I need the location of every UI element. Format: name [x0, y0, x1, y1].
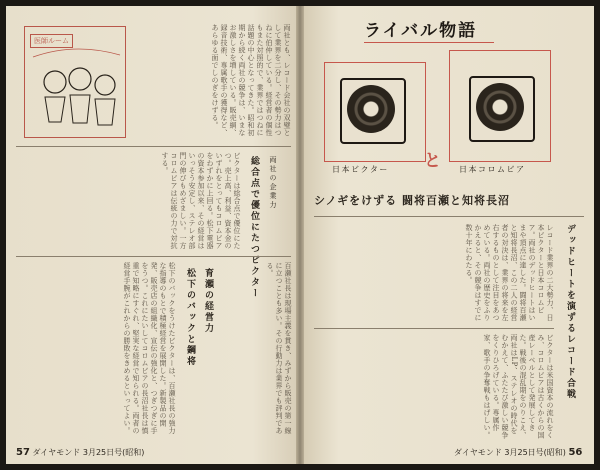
company-b-name: 日本コロムビア	[459, 165, 526, 174]
right-page-number: 56	[568, 447, 583, 458]
right-body-text-lower: ビクターは米国資本の流れをくみ、コロムビアは古くからの国産レーベルとして発展してきた。戦後の混乱期をのりこえ、両社はLP、ステレオの時代をむかえて、ふたたび激しい競争をくりひろげている。専属作家、歌手の争奪戦もはげしい。	[483, 334, 554, 439]
left-body-text-bottom: 松下のバックをうけたビクターは、百瀬社長の強力な指導のもとで積極経営を展開した。新製品の開発、販売店の組織化、宣伝の強化と、つぎつぎに手をうつ。これにたいしてコロムビアの長沼社長は慎重で知略にすぐれ、堅実な経営で知られる。両者の経営手腕がこれからの勝敗をきめるといってよい。	[123, 262, 176, 435]
headline-rule	[314, 216, 584, 217]
victor-record-label	[340, 78, 406, 144]
right-magazine-name: ダイヤモンド	[454, 448, 502, 457]
title-rule	[364, 42, 494, 43]
byline: 両社の企業力	[269, 156, 277, 210]
right-page	[304, 6, 594, 464]
article-headline: シノギをけずる 闘将百瀬と知将長沼	[314, 194, 510, 207]
left-body-text-bottom-right: 百瀬社長は現場主義を貫き、みずから販売の第一線に立つことも多い。その行動力は業界でも評判である。	[266, 262, 292, 435]
section-heading-3: 育瀬の経営力	[203, 268, 213, 334]
left-body-text-top: 両社とも、レコード会社の双璧として業界を二分し、その勢力はつねに伯仲している。経営者の個性もまた対照的で、業界ではつねに話題の中心となってきた。昭和初期から続く両社の競争は、いまなお激しさを増している。販売網、録音技術、専属歌手の獲得など、あらゆる面でしのぎをけずる。	[211, 24, 291, 137]
right-issue-date: 3月25日号(昭和)	[504, 448, 566, 457]
conjunction-mark: と	[424, 151, 441, 171]
company-a-name: 日本ビクター	[332, 165, 389, 174]
left-issue-date: 3月25日号(昭和)	[82, 448, 145, 457]
magazine-spread	[6, 6, 594, 464]
left-body-text-mid: ビクターは総合点で優位にたつ。売上高、利益、資本金のいずれをとってもコロムビアをわずかに上回る。松下電器の資本参加以来、その経営はいっそう安定し、ステレオ部門の伸びもめざましい。一方コロムビアは伝統の力で対抗する。	[161, 152, 241, 250]
left-divider	[16, 146, 291, 147]
columbia-record-label	[469, 76, 535, 142]
left-page	[6, 6, 296, 464]
cartoon-tag: 医師ルーム	[30, 34, 73, 48]
section-heading-1: 総合点で優位にたつビクター	[249, 156, 259, 299]
columbia-disc-icon	[476, 83, 524, 131]
right-divider	[314, 328, 554, 329]
left-page-number: 57	[16, 447, 30, 458]
left-folio	[16, 447, 144, 458]
left-divider-2	[16, 256, 291, 257]
left-magazine-name: ダイヤモンド	[32, 448, 81, 457]
right-body-text-upper: レコード業界の二大勢力、日本ビクターと日本コロムビア。両社のデッドヒートはいまや頂点に達した。闘将百瀬と知将長沼、この二人の経営者の対決は、業界の将来を左右するものとして注目をあつめている。両社の歴史をふりかえると、その競争はすでに数十年にわたる。	[465, 224, 554, 322]
article-subhead: デッドヒートを演ずるレコード合戦	[565, 224, 575, 400]
victor-disc-icon	[347, 85, 395, 133]
series-title: ライバル物語	[364, 21, 478, 41]
gutter	[296, 6, 304, 464]
section-heading-2: 松下のバックと鋼将	[185, 268, 195, 367]
right-folio	[454, 447, 582, 458]
